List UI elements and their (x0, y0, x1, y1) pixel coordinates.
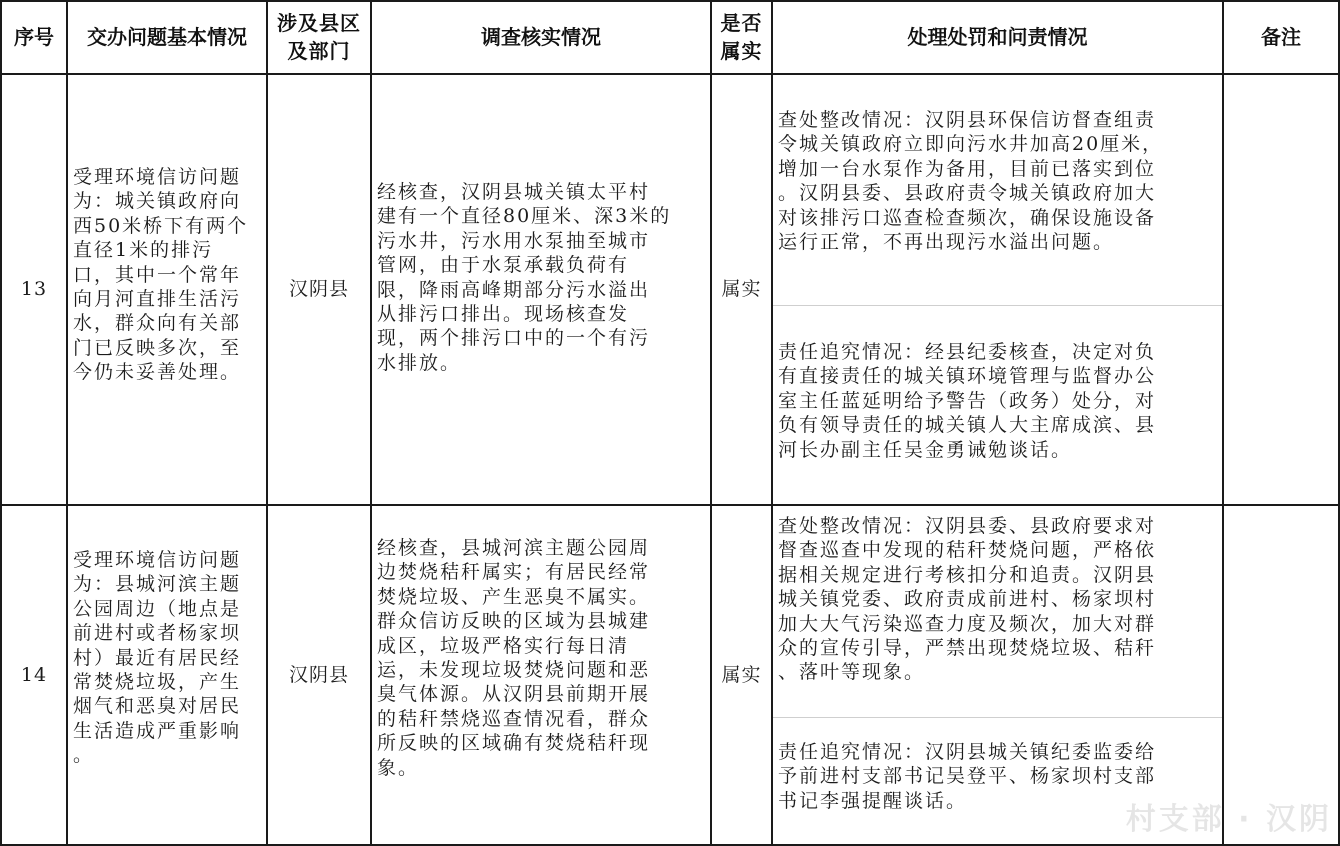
sub-cell-divider (773, 717, 1222, 718)
row-14-investigation: 经核查，县城河滨主题公园周 边焚烧秸秆属实；有居民经常 焚烧垃圾、产生恶臭不属实。 群众信访反映的区域为县城建 成区，垃圾严格实行每日清 运，未发现垃圾焚烧问题和恶 臭气体源。从汉阴县前期开展 的秸秆禁烧巡查情况看，群众 所反映的区域确有焚烧秸秆现 象。 (377, 537, 651, 779)
row-14-rectification: 查处整改情况：汉阴县委、县政府要求对 督查巡查中发现的秸秆焚烧问题，严格依 据相关规定进行考核扣分和追责。汉阴县 城关镇党委、政府责成前进村、杨家坝村 加大大气污染巡查力度及频次，加大对群 众的宣传引导，严禁出现焚烧垃圾、秸秆 、落叶等现象。 (778, 515, 1157, 684)
row-14-accountability: 责任追究情况：汉阴县城关镇纪委监委给 予前进村支部书记吴登平、杨家坝村支部 书记李强提醒谈话。 (778, 741, 1157, 812)
row-13-investigation: 经核查，汉阴县城关镇太平村 建有一个直径80厘米、深3米的 污水井，污水用水泵抽至城市 管网，由于水泵承载负荷有 限，降雨高峰期部分污水溢出 从排污口排出。现场核查发 现，两个排污口中的一个有污 水排放。 (377, 181, 672, 374)
row-13-rectification: 查处整改情况：汉阴县环保信访督查组责 令城关镇政府立即向污水井加高20厘米， 增加一台水泵作为备用，目前已落实到位 。汉阴县委、县政府责令城关镇政府加大 对该排污口巡查检查频次，确保设施设备 运行正常，不再出现污水溢出问题。 (778, 109, 1164, 254)
row-14-problem: 受理环境信访问题 为：县城河滨主题 公园周边（地点是 前进村或者杨家坝 村）最近有居民经 常焚烧垃圾，产生 烟气和恶臭对居民 生活造成严重影响 。 (73, 549, 242, 767)
row-14-verified: 属实 (721, 663, 762, 686)
row-13-remarks (1226, 75, 1336, 504)
header-problem: 交办问题基本情况 (87, 24, 247, 49)
row-13-problem: 受理环境信访问题 为：城关镇政府向 西50米桥下有两个 直径1米的排污 口，其中一个常年 向月河直排生活污 水，群众向有关部 门已反映多次，至 今仍未妥善处理。 (73, 166, 249, 384)
sub-cell-divider (773, 305, 1222, 306)
row-14-seq: 14 (20, 663, 48, 686)
header-handling: 处理处罚和问责情况 (907, 24, 1088, 49)
row-13-verified: 属实 (721, 278, 762, 301)
column-divider (771, 0, 773, 846)
row-13-accountability: 责任追究情况：经县纪委核查，决定对负 有直接责任的城关镇环境管理与监督办公 室主任蓝延明给予警告（政务）处分，对 负有领导责任的城关镇人大主席成滨、县 河长办副主任吴金勇诫勉谈话。 (778, 341, 1157, 461)
column-divider (370, 0, 372, 846)
header-seq: 序号 (14, 24, 54, 49)
header-investigation: 调查核实情况 (481, 24, 601, 49)
row-13-seq: 13 (20, 278, 48, 301)
column-divider (1222, 0, 1224, 846)
row-13-county: 汉阴县 (288, 278, 349, 301)
header-remarks: 备注 (1261, 24, 1301, 49)
header-verified: 是否 属实 (720, 10, 763, 63)
header-divider (0, 73, 1340, 75)
row-14-county: 汉阴县 (288, 663, 349, 686)
header-county-dept: 涉及县区 及部门 (277, 10, 361, 63)
column-divider (66, 0, 68, 846)
watermark: 村支部 · 汉阴 (1125, 802, 1332, 837)
row-divider (0, 504, 1340, 506)
